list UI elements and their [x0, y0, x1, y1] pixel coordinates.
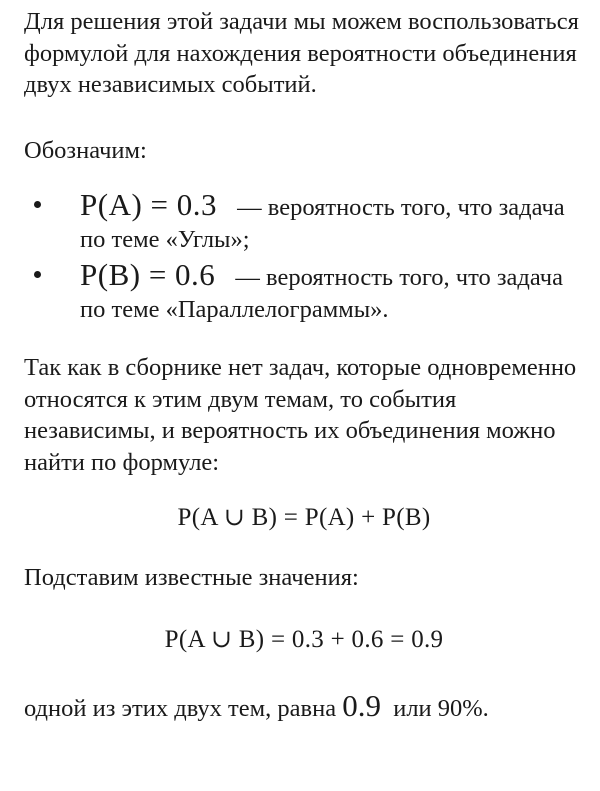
answer-prefix: одной из этих двух тем, равна [24, 694, 337, 722]
answer-suffix: или 90%. [393, 694, 489, 722]
denote-paragraph: Обозначим: [24, 136, 147, 164]
definition-math-a: P(A) = 0.3 [80, 187, 218, 222]
definition-math-b: P(B) = 0.6 [80, 257, 216, 292]
answer-value: 0.9 [342, 687, 381, 723]
definition-text-a: — вероятность того, что задача по теме «Углы»; [80, 194, 565, 253]
bullet-icon [34, 271, 41, 278]
intro-paragraph: Для решения этой задачи мы можем воспользоваться формулой для нахождения вероятности объединения двух независимых событий. [24, 8, 579, 98]
definition-item-b [24, 259, 584, 325]
definitions-list [24, 189, 584, 325]
reason-paragraph: Так как в сборнике нет задач, которые одновременно относятся к этим двум темам, то события независимы, и вероятность их объединения можно найти по формуле: [24, 354, 577, 476]
bullet-icon [34, 201, 41, 208]
solution-text [24, 6, 584, 724]
substitute-paragraph: Подставим известные значения: [24, 563, 359, 591]
definition-text-b: — вероятность того, что задача по теме «Параллелограммы». [80, 264, 563, 323]
general-formula: P(A ∪ B) = P(A) + P(B) [177, 504, 431, 531]
definition-item-a [24, 189, 584, 255]
numeric-formula: P(A ∪ B) = 0.3 + 0.6 = 0.9 [164, 626, 444, 653]
answer-line [24, 687, 584, 725]
